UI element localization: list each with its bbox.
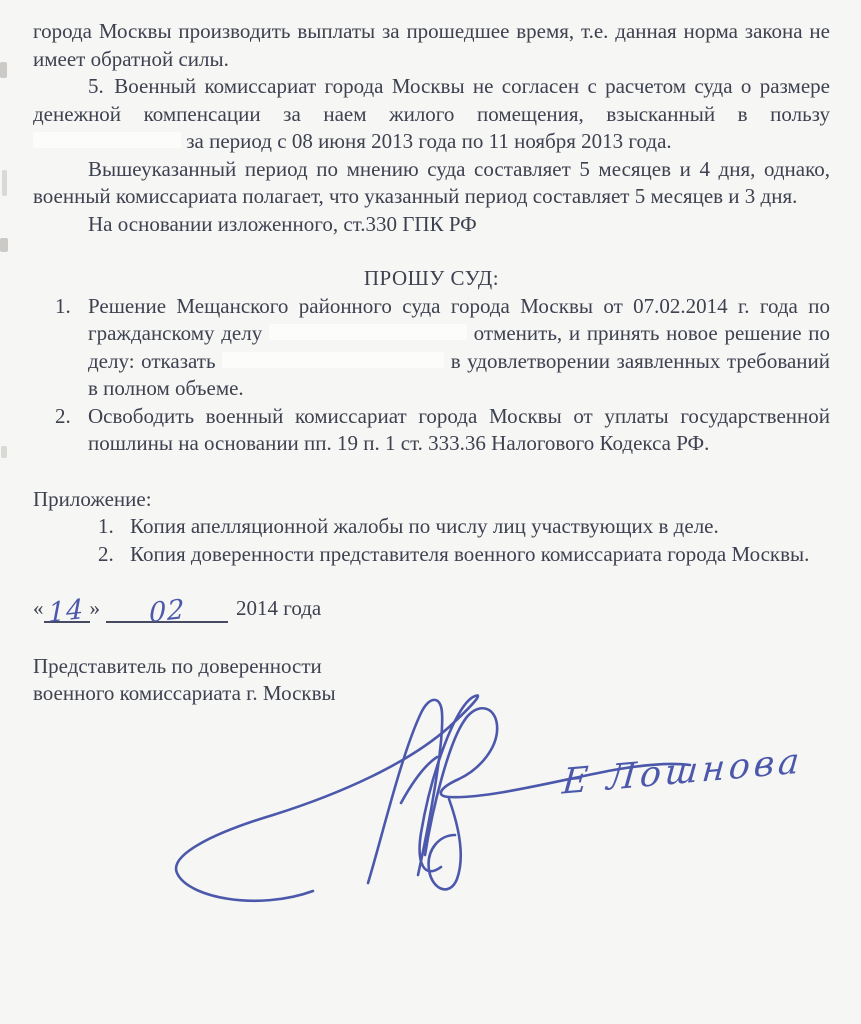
- open-quote: «: [33, 596, 44, 620]
- handwritten-day-field: [44, 593, 90, 629]
- request-item-1-text-a: Решение Мещанского районного суда города Москвы от 07.02.2014 г. года по гражданскому делу: [88, 293, 830, 345]
- heading-prosu-sud: ПРОШУ СУД:: [363, 266, 500, 290]
- attachment-item-1-number: 1.: [98, 514, 114, 538]
- request-item-1-number: 1.: [55, 293, 71, 318]
- scan-artifact: [0, 62, 7, 78]
- redacted-party-name: [222, 352, 444, 368]
- signatory-title-line-2: военного комиссариата г. Москвы: [33, 681, 336, 705]
- point-5-text-after-redaction: за период с 08 июня 2013 года по 11 ноября 2013 года.: [186, 129, 672, 153]
- request-item-1: [55, 293, 830, 403]
- attachment-item-1: [98, 513, 830, 541]
- paragraph-point-5: [33, 73, 830, 156]
- request-item-2-number: 2.: [55, 403, 71, 428]
- request-item-1-text-c: в удовлетворении заявленных требований в полном объеме.: [88, 348, 831, 400]
- redacted-case-reference: [269, 324, 467, 340]
- scan-artifact: [2, 170, 7, 196]
- attachments-list: [98, 513, 830, 568]
- attachments-title: Приложение:: [33, 486, 152, 511]
- document-body: [33, 18, 830, 708]
- signature-scrawl: [163, 683, 703, 913]
- signatory-title-line-1: Представитель по доверенности: [33, 653, 322, 678]
- handwritten-month: 02: [148, 593, 186, 629]
- point-5-number: 5.: [88, 74, 104, 98]
- attachment-item-2: [98, 541, 830, 569]
- paragraph-period: Вышеуказанный период по мнению суда составляет 5 месяцев и 4 дня, однако, военный комиссариата полагает, что указанный период составляет 5 месяцев и 3 дня.: [33, 156, 830, 208]
- request-item-2: [55, 403, 830, 458]
- close-quote: »: [89, 596, 100, 620]
- request-item-1-text-b: отменить, и принять новое решение по делу: отказать: [88, 321, 831, 373]
- attachment-item-1-text: Копия апелляционной жалобы по числу лиц участвующих в деле.: [130, 514, 719, 538]
- redacted-claimant-name: [33, 132, 181, 148]
- handwritten-day: 14: [48, 593, 85, 629]
- scan-artifact: [0, 238, 8, 252]
- handwritten-signatory-name: Е Лошнова: [560, 741, 805, 803]
- requests-list: [55, 293, 830, 458]
- date-line: [33, 593, 830, 629]
- point-5-text-before-redaction: Военный комиссариат города Москвы не согласен с расчетом суда о размере денежной компенсации за наем жилого помещения, взысканный в пользу: [33, 74, 830, 126]
- paragraph-continuation: города Москвы производить выплаты за прошедшее время, т.е. данная норма закона не имеет обратной силы.: [33, 19, 830, 71]
- attachment-item-2-number: 2.: [98, 541, 114, 566]
- handwritten-month-field: [106, 593, 228, 629]
- scan-artifact: [1, 446, 7, 458]
- year-text: 2014 года: [236, 596, 322, 620]
- paragraph-legal-basis: На основании изложенного, ст.330 ГПК РФ: [88, 211, 477, 236]
- attachment-item-2-text: Копия доверенности представителя военного комиссариата города Москвы.: [130, 541, 810, 566]
- request-item-2-text: Освободить военный комиссариат города Москвы от уплаты государственной пошлины на основании пп. 19 п. 1 ст. 333.36 Налогового Кодекса РФ.: [88, 403, 830, 455]
